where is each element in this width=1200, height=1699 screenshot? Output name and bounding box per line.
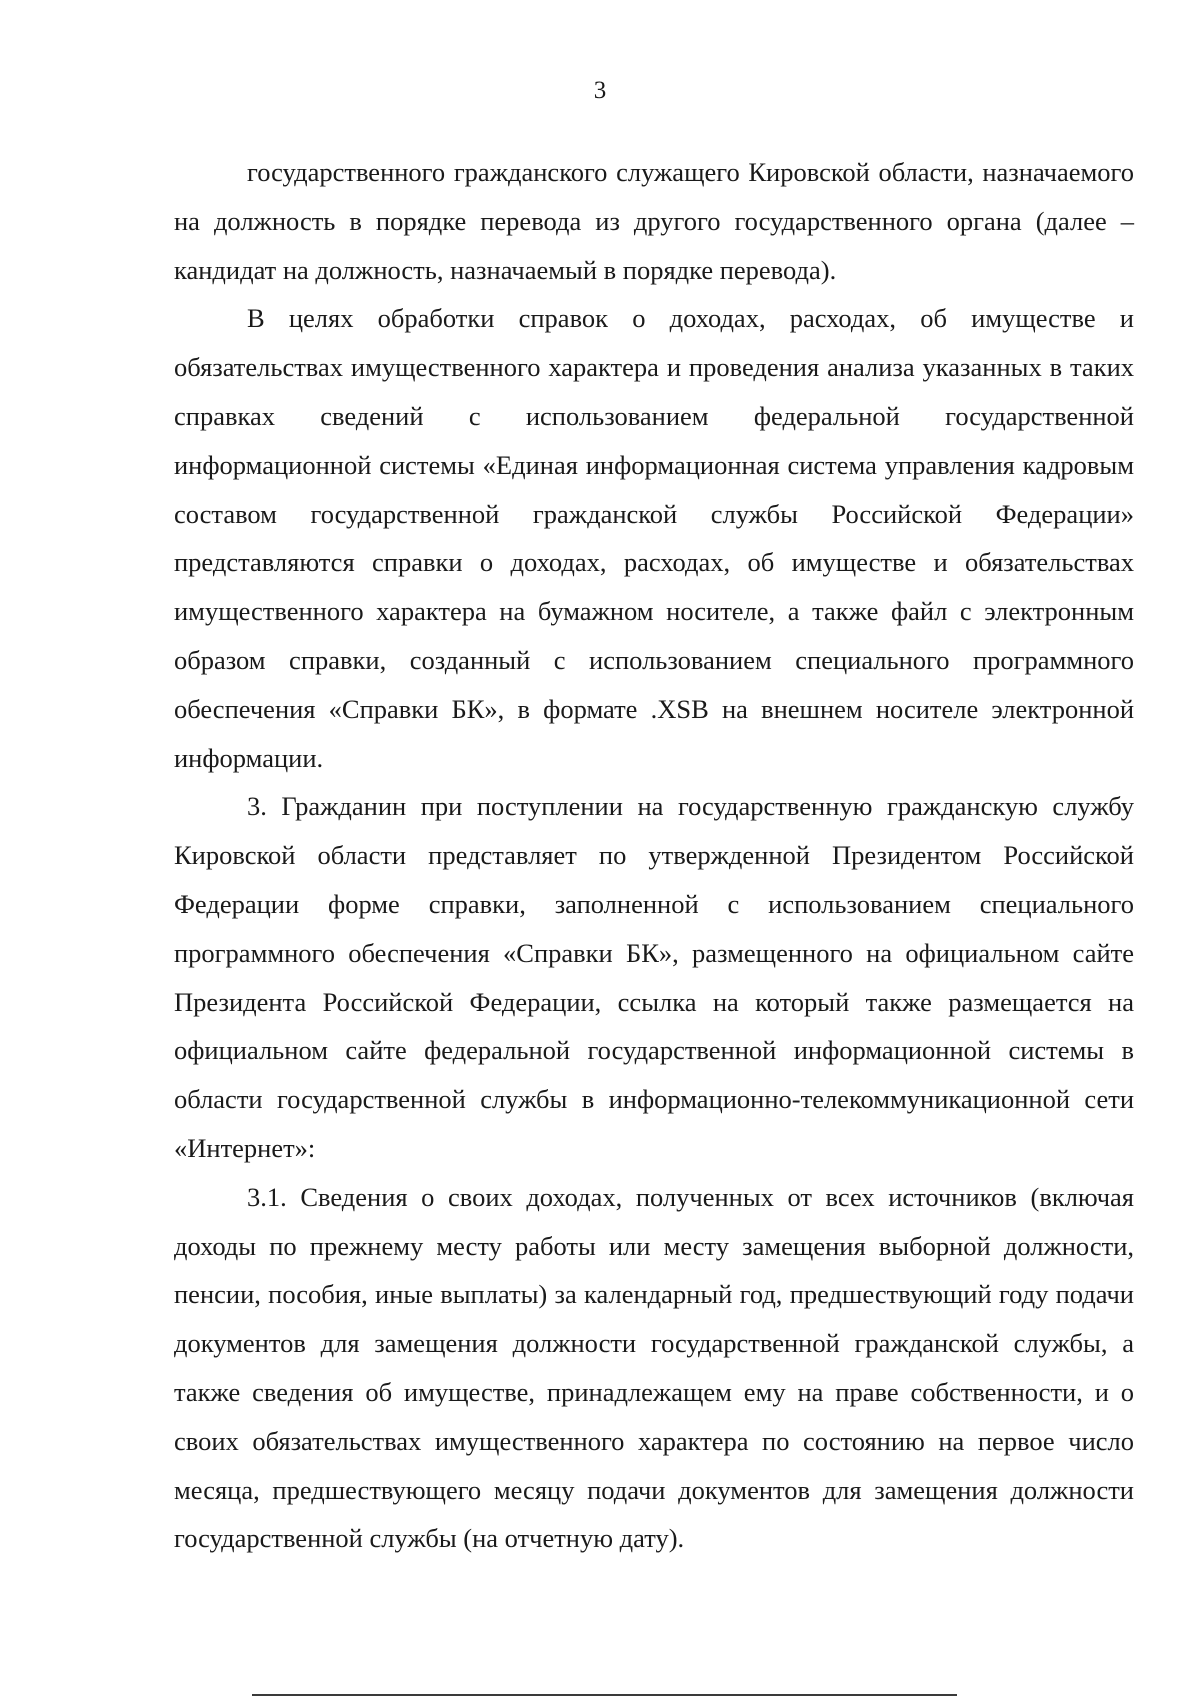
paragraph-section-3: 3. Гражданин при поступлении на государственную гражданскую службу Кировской области представляет по утвержденной Президентом Российской Федерации форме справки, заполненной с использованием специального программного обеспечения «Справки БК», размещенного на официальном сайте Президента Российской Федерации, ссылка на который также размещается на официальном сайте федеральной государственной информационной системы в области государственной службы в информационно-телекоммуникационной сети «Интернет»: xyxy=(174,791,1134,1163)
paragraph-continuation: государственного гражданского служащего Кировской области, назначаемого на должность в порядке перевода из другого государственного органа (далее – кандидат на должность, назначаемый в порядке перевода). xyxy=(174,157,1134,285)
paragraph-section-3-1: 3.1. Сведения о своих доходах, полученных от всех источников (включая доходы по прежнему месту работы или месту замещения выборной должности, пенсии, пособия, иные выплаты) за календарный год, предшествующий году подачи документов для замещения должности государственной гражданской службы, а также сведения об имуществе, принадлежащем ему на праве собственности, и о своих обязательствах имущественного характера по состоянию на первое число месяца, предшествующего месяцу подачи документов для замещения должности государственной службы (на отчетную дату). xyxy=(174,1181,1134,1554)
page-bottom-divider xyxy=(252,1694,957,1696)
paragraph-processing-info: В целях обработки справок о доходах, расходах, об имуществе и обязательствах имущественного характера и проведения анализа указанных в таких справках сведений с использованием федеральной государственной информационной системы «Единая информационная система управления кадровым составом государственной гражданской службы Российской Федерации» представляются справки о доходах, расходах, об имуществе и обязательствах имущественного характера на бумажном носителе, а также файл с электронным образом справки, созданный с использованием специального программного обеспечения «Справки БК», в формате .XSB на внешнем носителе электронной информации. xyxy=(174,303,1134,773)
document-body xyxy=(174,148,1134,1563)
page-number: 3 xyxy=(593,77,607,104)
